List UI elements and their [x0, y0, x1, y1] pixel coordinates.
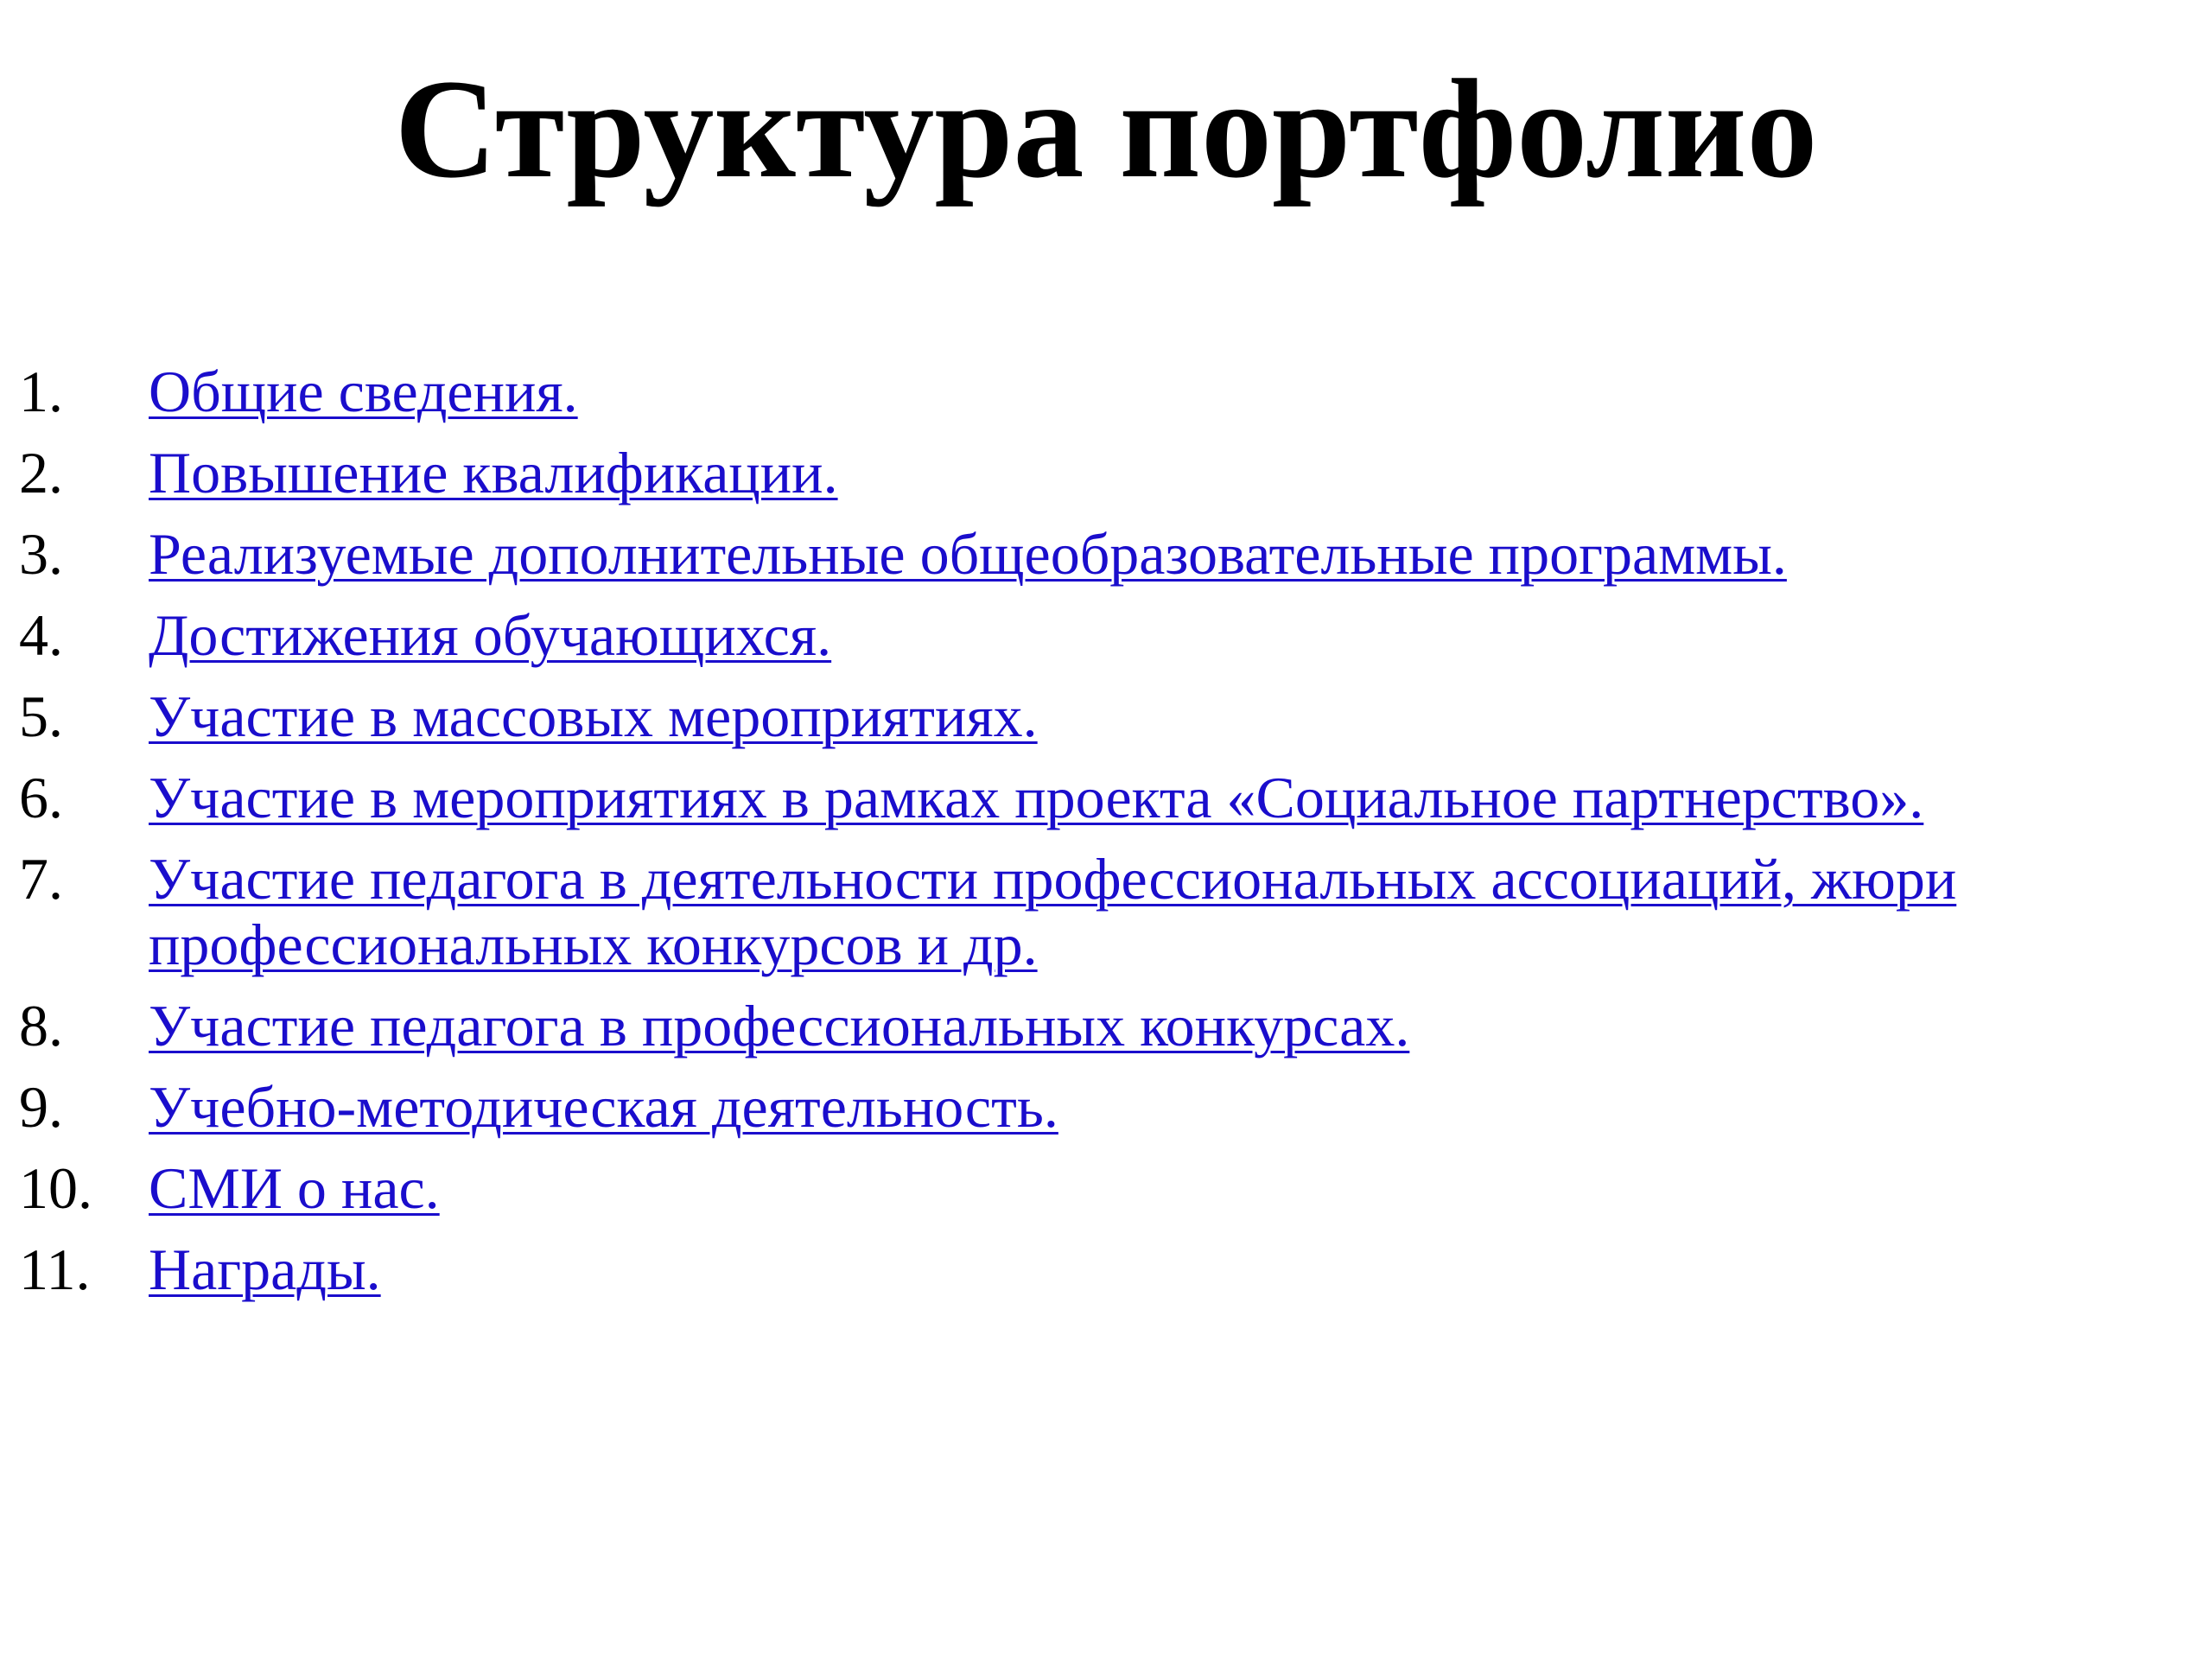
list-item	[19, 1074, 2196, 1140]
item-number: 6.	[19, 765, 63, 830]
item-number: 8.	[19, 993, 63, 1058]
item-number: 7.	[19, 846, 63, 912]
list-item	[19, 1155, 2196, 1221]
link-mass-events[interactable]: Участие в массовых мероприятиях.	[149, 683, 1038, 749]
item-number: 3.	[19, 521, 63, 587]
list-item	[19, 359, 2196, 424]
list-item	[19, 521, 2196, 587]
list-item	[19, 440, 2196, 505]
list-item	[19, 1236, 2196, 1302]
list-item	[19, 683, 2196, 749]
item-number: 2.	[19, 440, 63, 505]
link-general-info[interactable]: Общие сведения.	[149, 359, 578, 424]
link-professional-associations[interactable]: Участие педагога в деятельности профессиональных ассоциаций, жюри профессиональных конкурсов и др.	[149, 846, 1957, 977]
table-of-contents	[19, 359, 2196, 1318]
item-number: 5.	[19, 683, 63, 749]
link-social-partnership[interactable]: Участие в мероприятиях в рамках проекта «Социальное партнерство».	[149, 765, 1924, 830]
link-qualification[interactable]: Повышение квалификации.	[149, 440, 838, 505]
item-number: 9.	[19, 1074, 63, 1140]
list-item	[19, 993, 2196, 1058]
link-programs[interactable]: Реализуемые дополнительные общеобразовательные программы.	[149, 521, 1787, 587]
list-item	[19, 602, 2196, 668]
link-media-about-us[interactable]: СМИ о нас.	[149, 1155, 440, 1221]
link-awards[interactable]: Награды.	[149, 1236, 381, 1302]
list-item	[19, 765, 2196, 830]
link-student-achievements[interactable]: Достижения обучающихся.	[149, 602, 832, 668]
page-title: Структура портфолио	[394, 51, 1818, 207]
item-number: 4.	[19, 602, 63, 668]
item-number: 1.	[19, 359, 63, 424]
list-item	[19, 846, 2196, 977]
item-number: 11.	[19, 1236, 91, 1302]
link-methodical-activity[interactable]: Учебно-методическая деятельность.	[149, 1074, 1058, 1140]
link-professional-contests[interactable]: Участие педагога в профессиональных конкурсах.	[149, 993, 1410, 1058]
item-number: 10.	[19, 1155, 92, 1221]
